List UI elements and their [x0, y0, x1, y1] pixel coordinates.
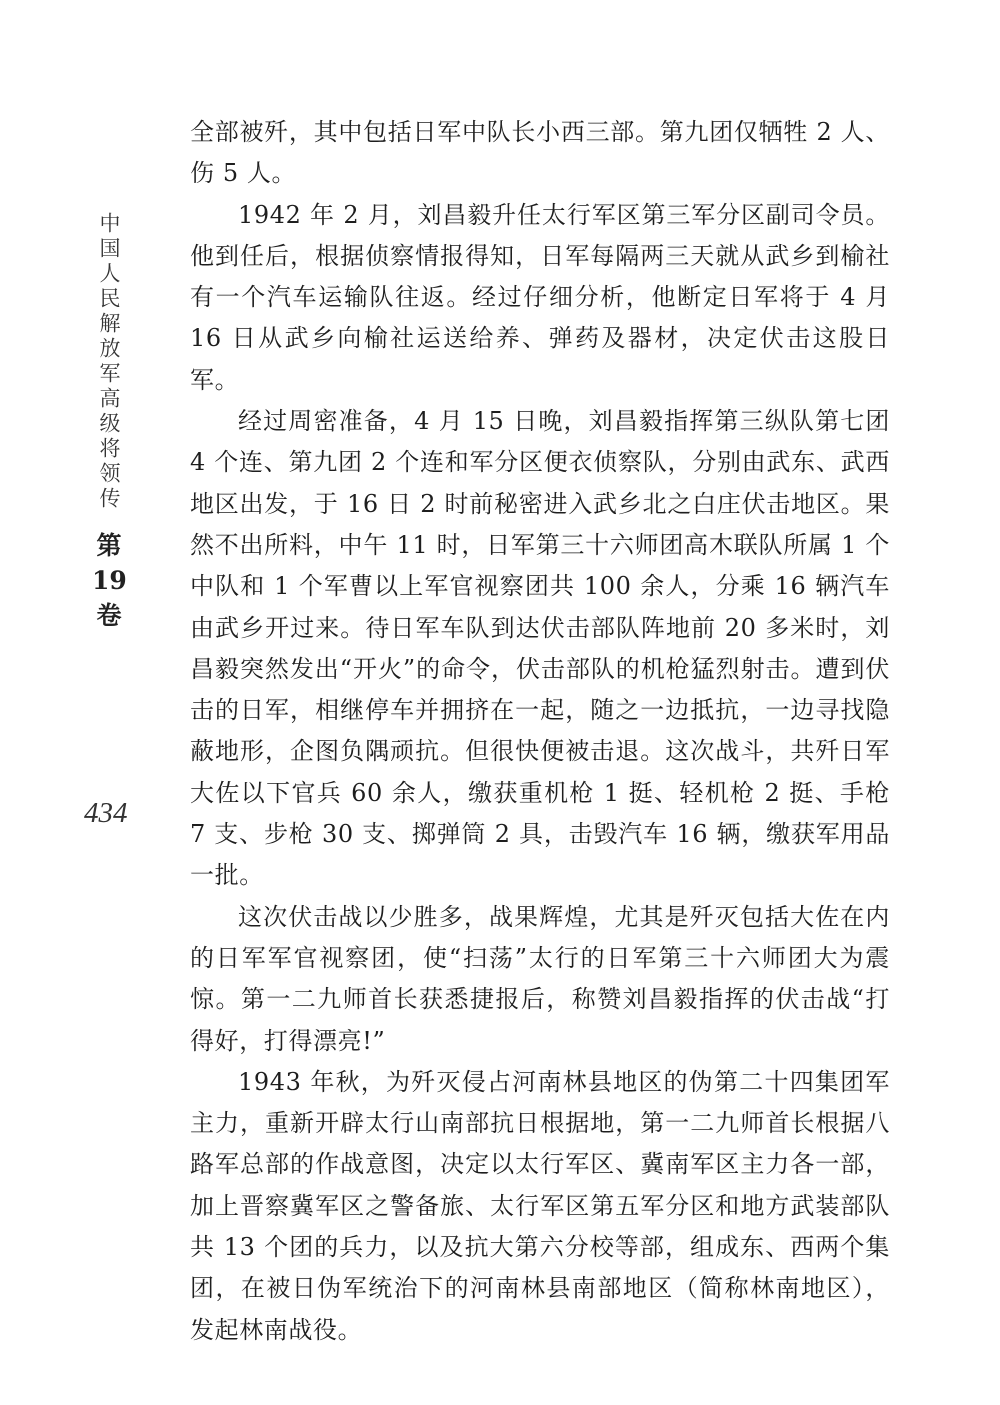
series-title: 中国人民解放军高级将领传: [97, 212, 121, 512]
volume-label: [92, 528, 126, 633]
running-header-sidebar: [92, 212, 126, 633]
volume-number: 19: [92, 566, 127, 595]
page-number: 434: [84, 797, 128, 829]
body-text: [190, 112, 890, 1351]
paragraph: 这次伏击战以少胜多，战果辉煌，尤其是歼灭包括大佐在内的日军军官视察团，使“扫荡”太行的日军第三十六师团大为震惊。第一二九师首长获悉捷报后，称赞刘昌毅指挥的伏击战“打得好，打得漂亮!”: [190, 902, 890, 1055]
paragraph: 经过周密准备，4 月 15 日晚，刘昌毅指挥第三纵队第七团 4 个连、第九团 2 个连和军分区便衣侦察队，分别由武东、武西地区出发，于 16 日 2 时前秘密进入武乡北之白庄伏击地区。果然不出所料，中午 11 时，日军第三十六师团高木联队所属 1 个中队和 1 个军曹以上军官视察团共 100 余人，分乘 16 辆汽车由武乡开过来。待日军车队到达伏击部队阵地前 20 多米时，刘昌毅突然发出“开火”的命令，伏击部队的机枪猛烈射击。遭到伏击的日军，相继停车并拥挤在一起，随之一边抵抗，一边寻找隐蔽地形，企图负隅顽抗。但很快便被击退。这次战斗，共歼日军大佐以下官兵 60 余人，缴获重机枪 1 挺、轻机枪 2 挺、手枪 7 支、步枪 30 支、掷弹筒 2 具，击毁汽车 16 辆，缴获军用品一批。: [190, 407, 890, 890]
volume-suffix: 卷: [96, 601, 122, 630]
paragraph: 1943 年秋，为歼灭侵占河南林县地区的伪第二十四集团军主力，重新开辟太行山南部抗日根据地，第一二九师首长根据八路军总部的作战意图，决定以太行军区、冀南军区主力各一部，加上晋察冀军区之警备旅、太行军区第五军分区和地方武装部队共 13 个团的兵力，以及抗大第六分校等部，组成东、西两个集团，在被日伪军统治下的河南林县南部地区（简称林南地区），发起林南战役。: [190, 1067, 890, 1344]
paragraph: 全部被歼，其中包括日军中队长小西三部。第九团仅牺牲 2 人、伤 5 人。: [190, 118, 890, 188]
paragraph: 1942 年 2 月，刘昌毅升任太行军区第三军分区副司令员。他到任后，根据侦察情报得知，日军每隔两三天就从武乡到榆社有一个汽车运输队往返。经过仔细分析，他断定日军将于 4 月 16 日从武乡向榆社运送给养、弹药及器材，决定伏击这股日军。: [190, 200, 890, 394]
volume-prefix: 第: [96, 531, 122, 560]
